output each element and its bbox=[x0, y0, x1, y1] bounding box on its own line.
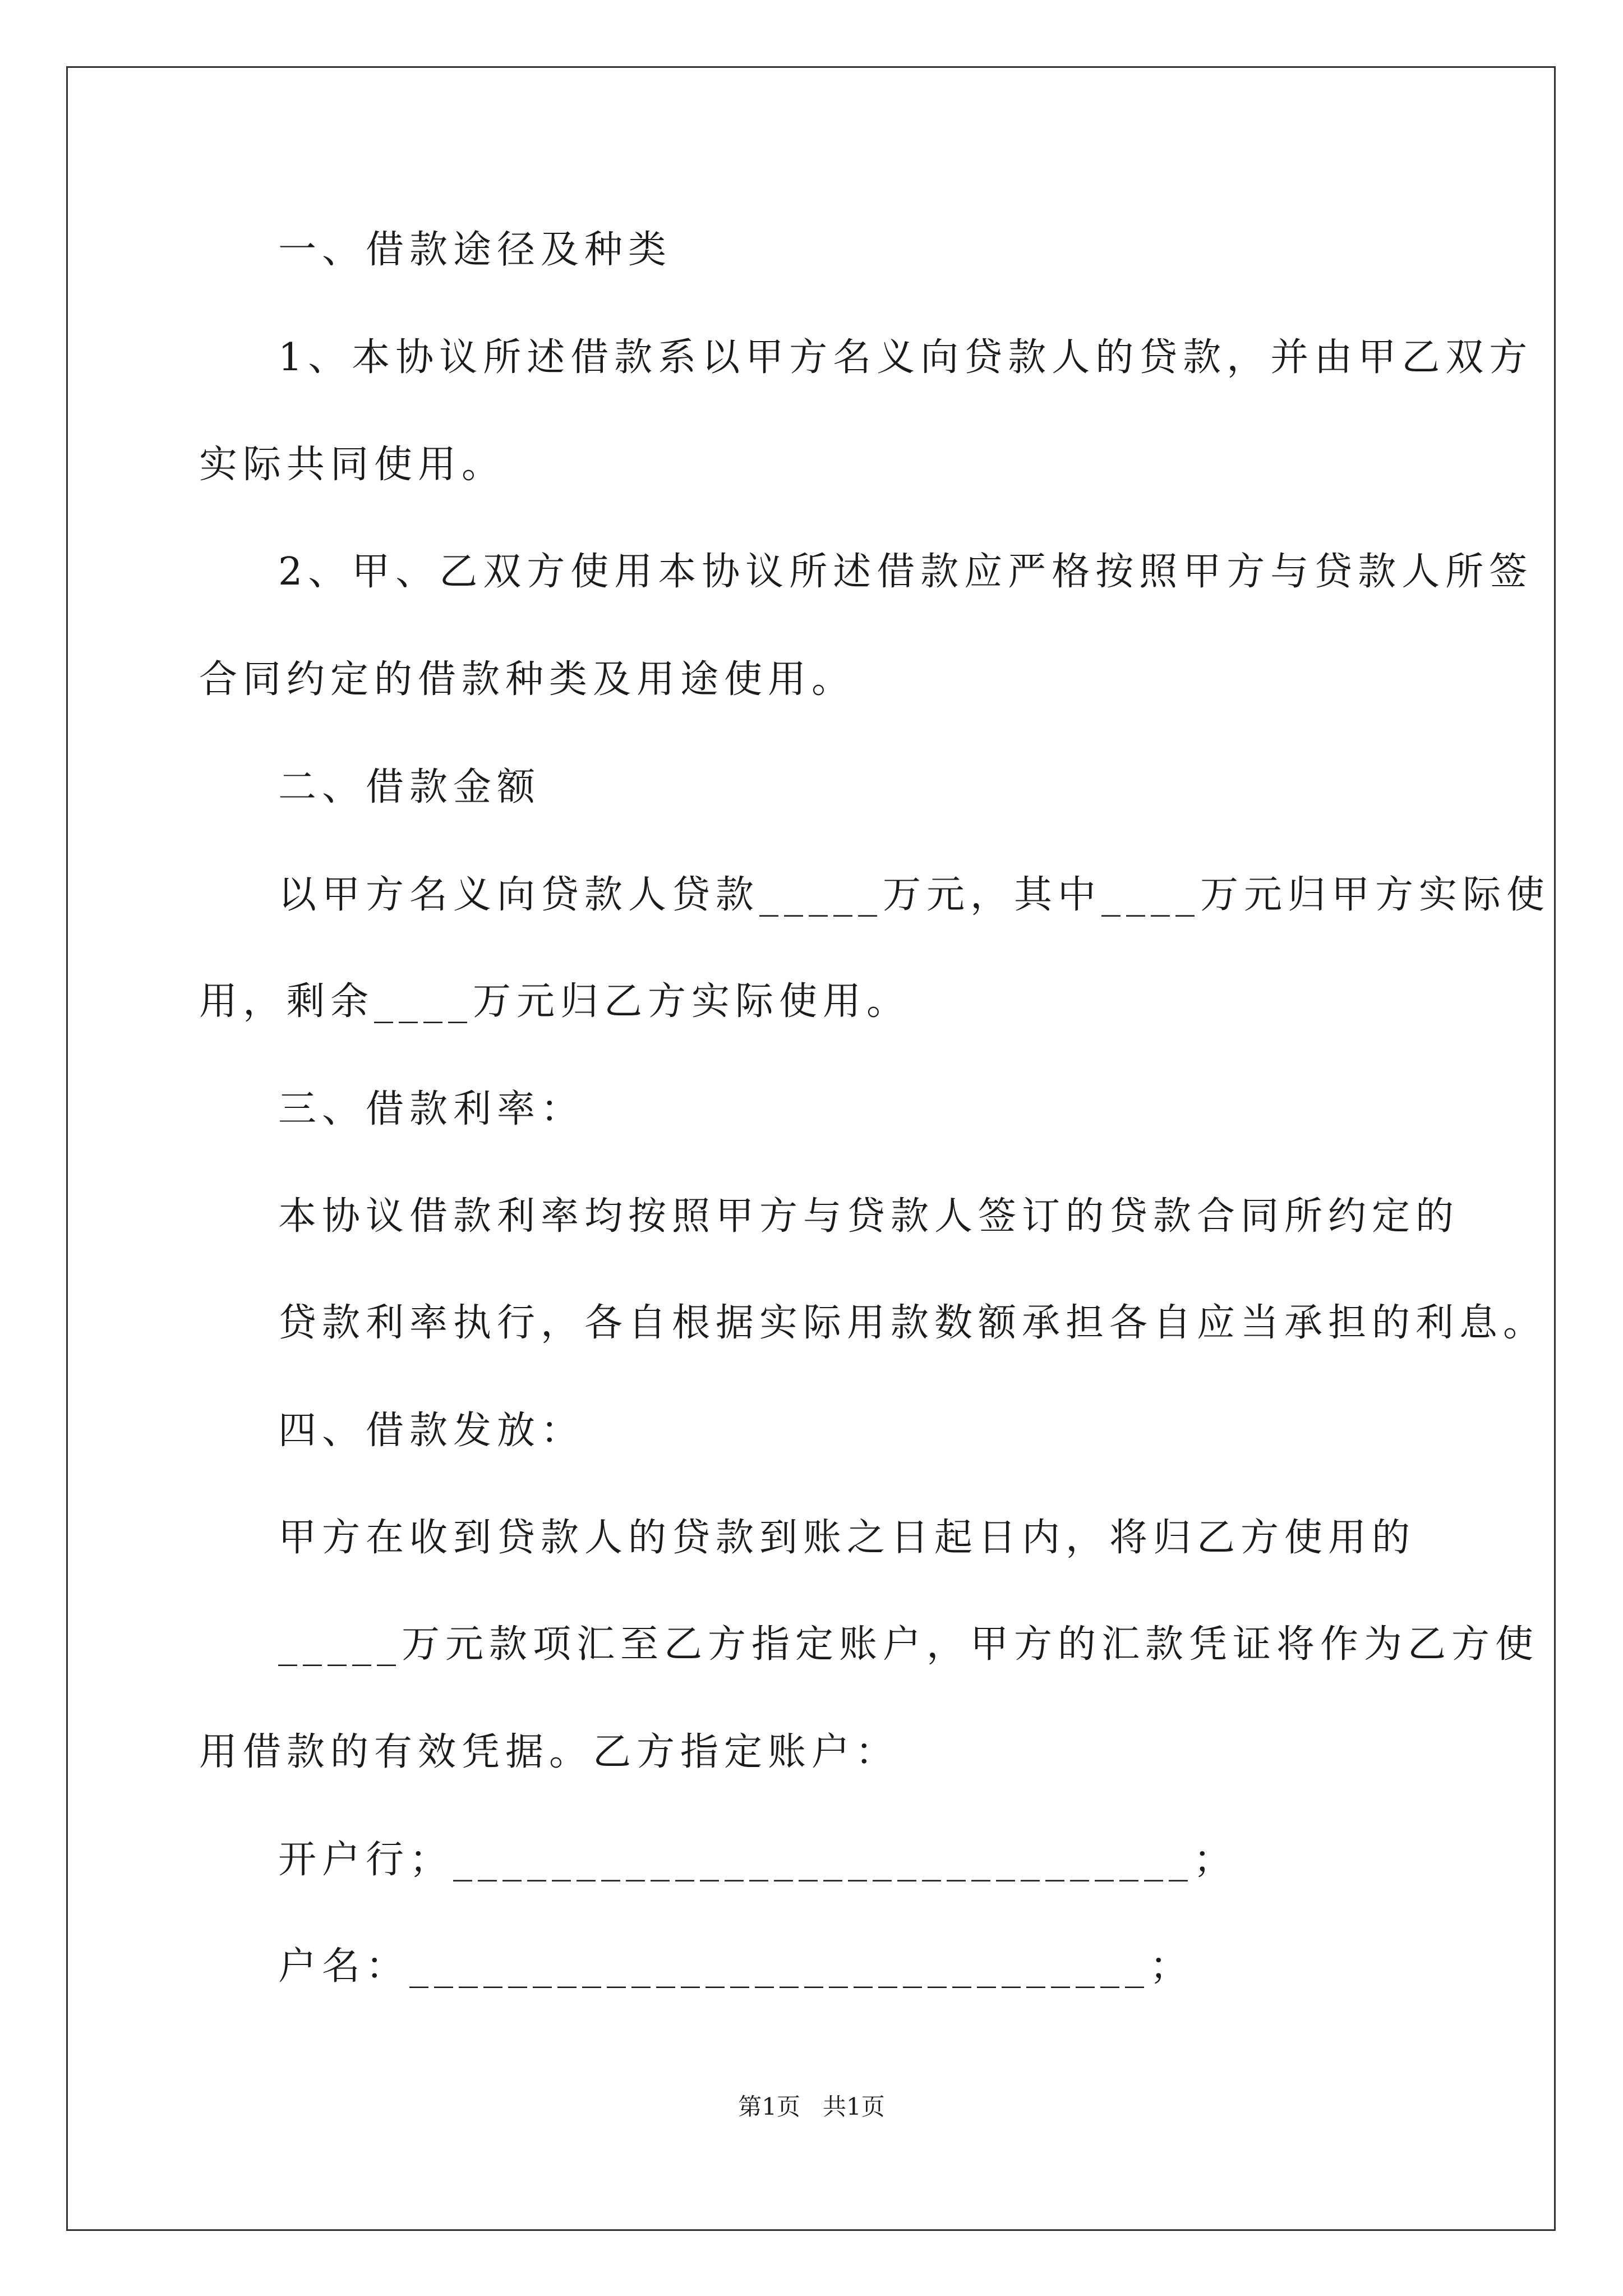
paragraph-line: 用，剩余____万元归乙方实际使用。 bbox=[199, 979, 911, 1024]
section-heading-4: 四、借款发放： bbox=[278, 1409, 585, 1453]
section-heading-1: 一、借款途径及种类 bbox=[278, 228, 672, 272]
page-footer: 第1页 共1页 bbox=[738, 2093, 885, 2120]
paragraph-line: 实际共同使用。 bbox=[199, 443, 506, 487]
paragraph-line: _____万元款项汇至乙方指定账户，甲方的汇款凭证将作为乙方使 bbox=[278, 1622, 1539, 1667]
section-heading-3: 三、借款利率： bbox=[278, 1087, 585, 1131]
paragraph-line: 1、本协议所述借款系以甲方名义向贷款人的贷款，并由甲乙双方 bbox=[278, 335, 1533, 380]
paragraph-line: 用借款的有效凭据。乙方指定账户： bbox=[199, 1730, 900, 1774]
bank-field-line: 开户行；______________________________； bbox=[278, 1838, 1238, 1882]
paragraph-line: 合同约定的借款种类及用途使用。 bbox=[199, 657, 856, 702]
page-border bbox=[66, 66, 1556, 2231]
paragraph-line: 贷款利率执行，各自根据实际用款数额承担各自应当承担的利息。 bbox=[278, 1301, 1547, 1345]
paragraph-line: 2、甲、乙双方使用本协议所述借款应严格按照甲方与贷款人所签 bbox=[278, 550, 1533, 594]
paragraph-line: 甲方在收到贷款人的贷款到账之日起日内，将归乙方使用的 bbox=[278, 1516, 1416, 1560]
paragraph-line: 本协议借款利率均按照甲方与贷款人签订的贷款合同所约定的 bbox=[278, 1194, 1460, 1239]
section-heading-2: 二、借款金额 bbox=[278, 765, 541, 809]
paragraph-line: 以甲方名义向贷款人贷款_____万元，其中____万元归甲方实际使 bbox=[278, 873, 1551, 917]
account-name-field-line: 户名：______________________________； bbox=[278, 1944, 1194, 1989]
